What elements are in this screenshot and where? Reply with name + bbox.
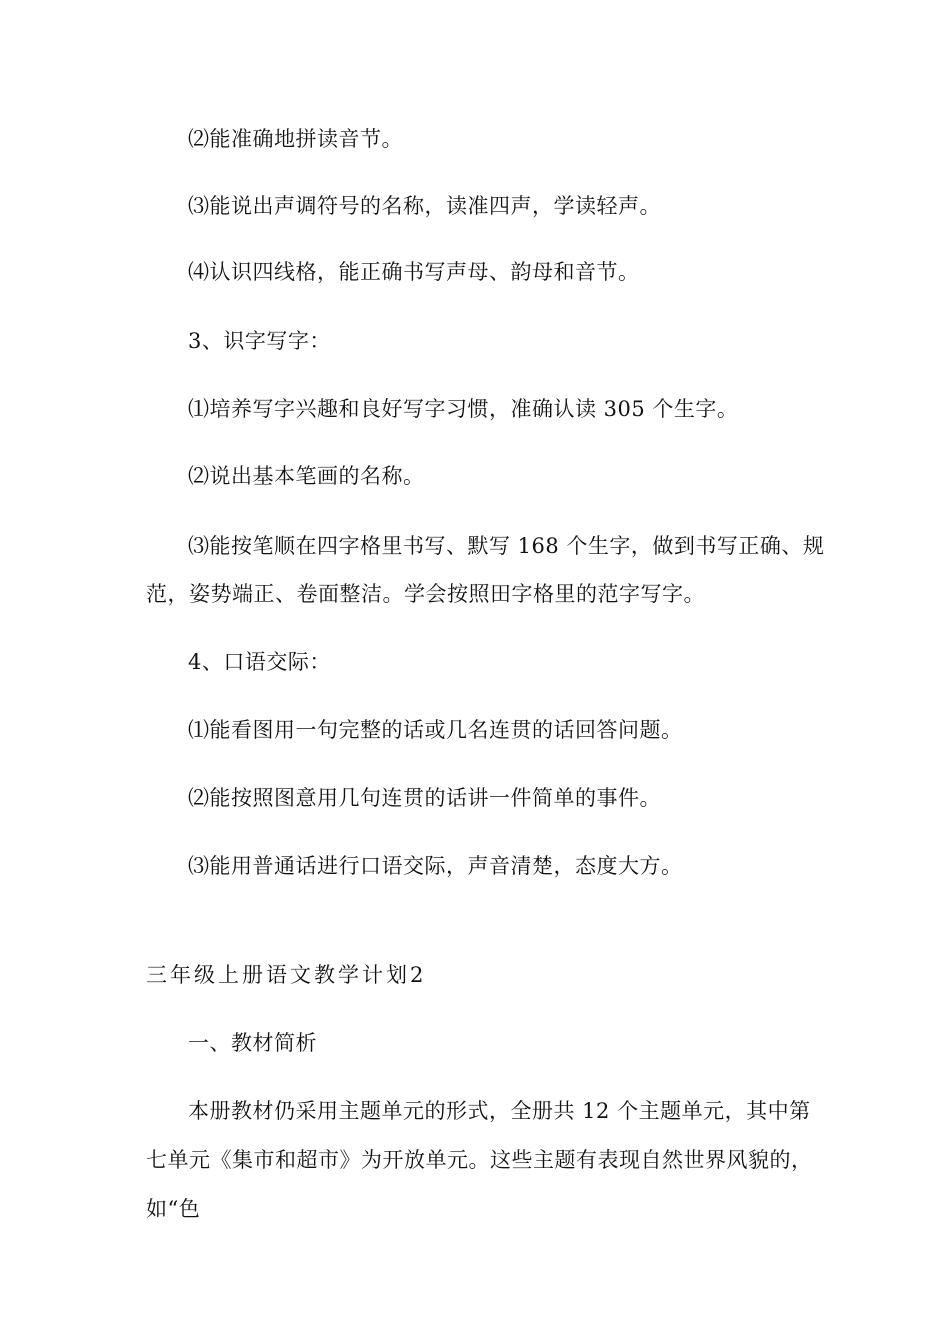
paragraph-line: ⑴培养写字兴趣和良好写字习惯，准确认读 305 个生字。	[188, 397, 739, 421]
paragraph-line: ⑶能用普通话进行口语交际，声音清楚，态度大方。	[188, 854, 683, 878]
paragraph-line: ⑶能按笔顺在四字格里书写、默写 168 个生字，做到书写正确、规	[188, 534, 825, 558]
section-title: 三年级上册语文教学计划2	[146, 963, 427, 987]
paragraph-line: ⑶能说出声调符号的名称，读准四声，学读轻声。	[188, 194, 661, 218]
paragraph-line: ⑷认识四线格，能正确书写声母、韵母和音节。	[188, 260, 640, 284]
paragraph-line: 本册教材仍采用主题单元的形式，全册共 12 个主题单元，其中第	[188, 1099, 811, 1123]
paragraph-line: ⑵能按照图意用几句连贯的话讲一件简单的事件。	[188, 786, 661, 810]
paragraph-line: 3、识字写字：	[188, 329, 331, 353]
paragraph-line: ⑵能准确地拼读音节。	[188, 127, 403, 151]
paragraph-line: 范，姿势端正、卷面整洁。学会按照田字格里的范字写字。	[146, 582, 705, 606]
paragraph-line: ⑴能看图用一句完整的话或几名连贯的话回答问题。	[188, 718, 683, 742]
paragraph-line: 一、教材简析	[188, 1031, 317, 1055]
paragraph-line: 4、口语交际：	[188, 650, 331, 674]
paragraph-line: 如“色	[146, 1197, 201, 1221]
paragraph-line: ⑵说出基本笔画的名称。	[188, 464, 425, 488]
paragraph-line: 七单元《集市和超市》为开放单元。这些主题有表现自然世界风貌的，	[146, 1148, 813, 1172]
